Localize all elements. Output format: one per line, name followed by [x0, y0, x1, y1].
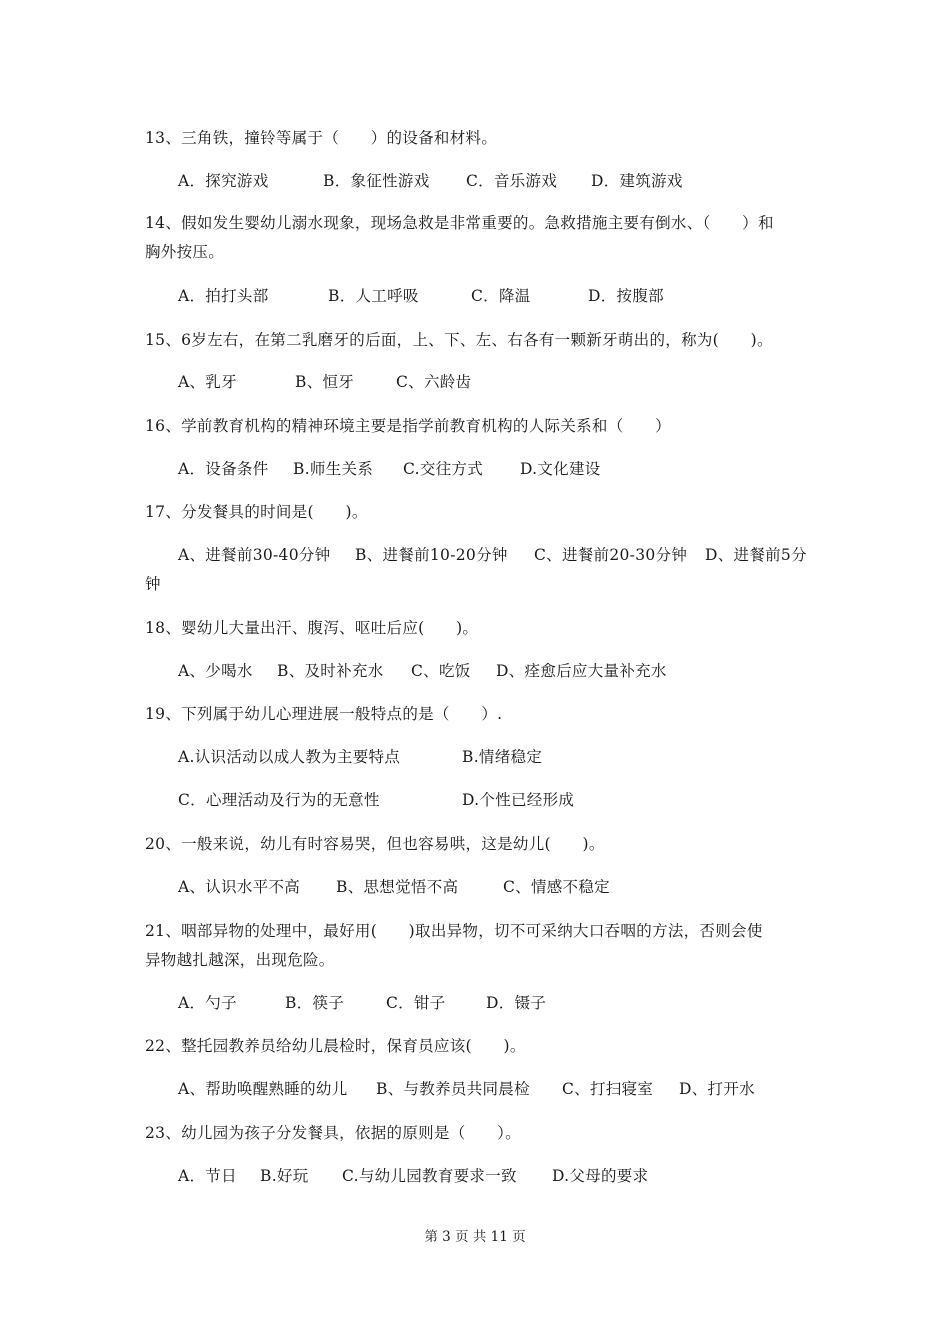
option-c: C.与幼儿园教育要求一致	[342, 1167, 517, 1185]
option-b: B、进餐前10-20分钟	[355, 546, 508, 564]
option-a: A、进餐前30-40分钟	[178, 546, 331, 564]
option-d: D、打开水	[679, 1080, 755, 1098]
question-21-line-2: 异物越扎越深，出现危险。	[145, 951, 335, 969]
option-d: D、痊愈后应大量补充水	[496, 662, 667, 680]
option-a: A、认识水平不高	[178, 878, 301, 896]
option-a: A.认识活动以成人教为主要特点	[178, 748, 401, 766]
option-b: B、思想觉悟不高	[336, 878, 459, 896]
option-b: B.情绪稳定	[462, 748, 543, 766]
option-b: B、及时补充水	[277, 662, 384, 680]
option-d: D、进餐前5分	[705, 546, 807, 564]
option-a: A．勺子	[178, 994, 237, 1012]
option-a: A．探究游戏	[178, 172, 269, 190]
question-13: 13、三角铁，撞铃等属于（ ）的设备和材料。	[145, 129, 498, 147]
question-20: 20、一般来说，幼儿有时容易哭，但也容易哄，这是幼儿( )。	[145, 835, 605, 853]
option-b: B．筷子	[285, 994, 345, 1012]
option-c: C、情感不稳定	[503, 878, 610, 896]
question-17: 17、分发餐具的时间是( )。	[145, 503, 368, 521]
option-b: B．人工呼吸	[328, 287, 419, 305]
option-d: D.父母的要求	[552, 1167, 649, 1185]
option-d: D．建筑游戏	[591, 172, 683, 190]
question-23: 23、幼儿园为孩子分发餐具，依据的原则是（ ）。	[145, 1124, 521, 1142]
option-d: D.个性已经形成	[462, 791, 575, 809]
option-c: C、打扫寝室	[562, 1080, 654, 1098]
option-b: B、恒牙	[295, 373, 355, 391]
option-a: A．设备条件	[178, 460, 269, 478]
option-b: B.师生关系	[293, 460, 374, 478]
question-14-line-2: 胸外按压。	[145, 243, 225, 261]
option-a: A、少喝水	[178, 662, 253, 680]
option-b: B．象征性游戏	[323, 172, 430, 190]
question-15: 15、6岁左右，在第二乳磨牙的后面，上、下、左、右各有一颗新牙萌出的，称为( )。	[145, 331, 773, 349]
question-19: 19、下列属于幼儿心理进展一般特点的是（ ）.	[145, 705, 503, 723]
option-c: C、六龄齿	[396, 373, 472, 391]
option-d: D．按腹部	[588, 287, 664, 305]
option-d: D．镊子	[486, 994, 547, 1012]
option-c: C、进餐前20-30分钟	[534, 546, 688, 564]
option-a: A、帮助唤醒熟睡的幼儿	[178, 1080, 348, 1098]
question-16: 16、学前教育机构的精神环境主要是指学前教育机构的人际关系和（ ）	[145, 417, 671, 435]
option-a: A．拍打头部	[178, 287, 269, 305]
option-c: C．音乐游戏	[466, 172, 558, 190]
question-22: 22、整托园教养员给幼儿晨检时，保育员应该( )。	[145, 1037, 526, 1055]
option-a: A、乳牙	[178, 373, 237, 391]
option-c: C．钳子	[386, 994, 446, 1012]
option-c: C．心理活动及行为的无意性	[178, 791, 380, 809]
option-c: C.交往方式	[403, 460, 484, 478]
question-18: 18、婴幼儿大量出汗、腹泻、呕吐后应( )。	[145, 619, 479, 637]
question-21: 21、咽部异物的处理中，最好用( )取出异物，切不可采纳大口吞咽的方法，否则会使	[145, 922, 763, 940]
question-14: 14、假如发生婴幼儿溺水现象，现场急救是非常重要的。急救措施主要有倒水、（ ）和	[145, 214, 774, 232]
option-d: D.文化建设	[520, 460, 601, 478]
option-b: B、与教养员共同晨检	[376, 1080, 530, 1098]
option-c: C、吃饭	[411, 662, 471, 680]
option-c: C．降温	[471, 287, 531, 305]
page-number: 第 3 页 共 11 页	[424, 1229, 526, 1245]
option-a: A．节日	[178, 1167, 237, 1185]
question-17-option-d-continuation: 钟	[145, 575, 161, 593]
option-b: B.好玩	[260, 1167, 309, 1185]
